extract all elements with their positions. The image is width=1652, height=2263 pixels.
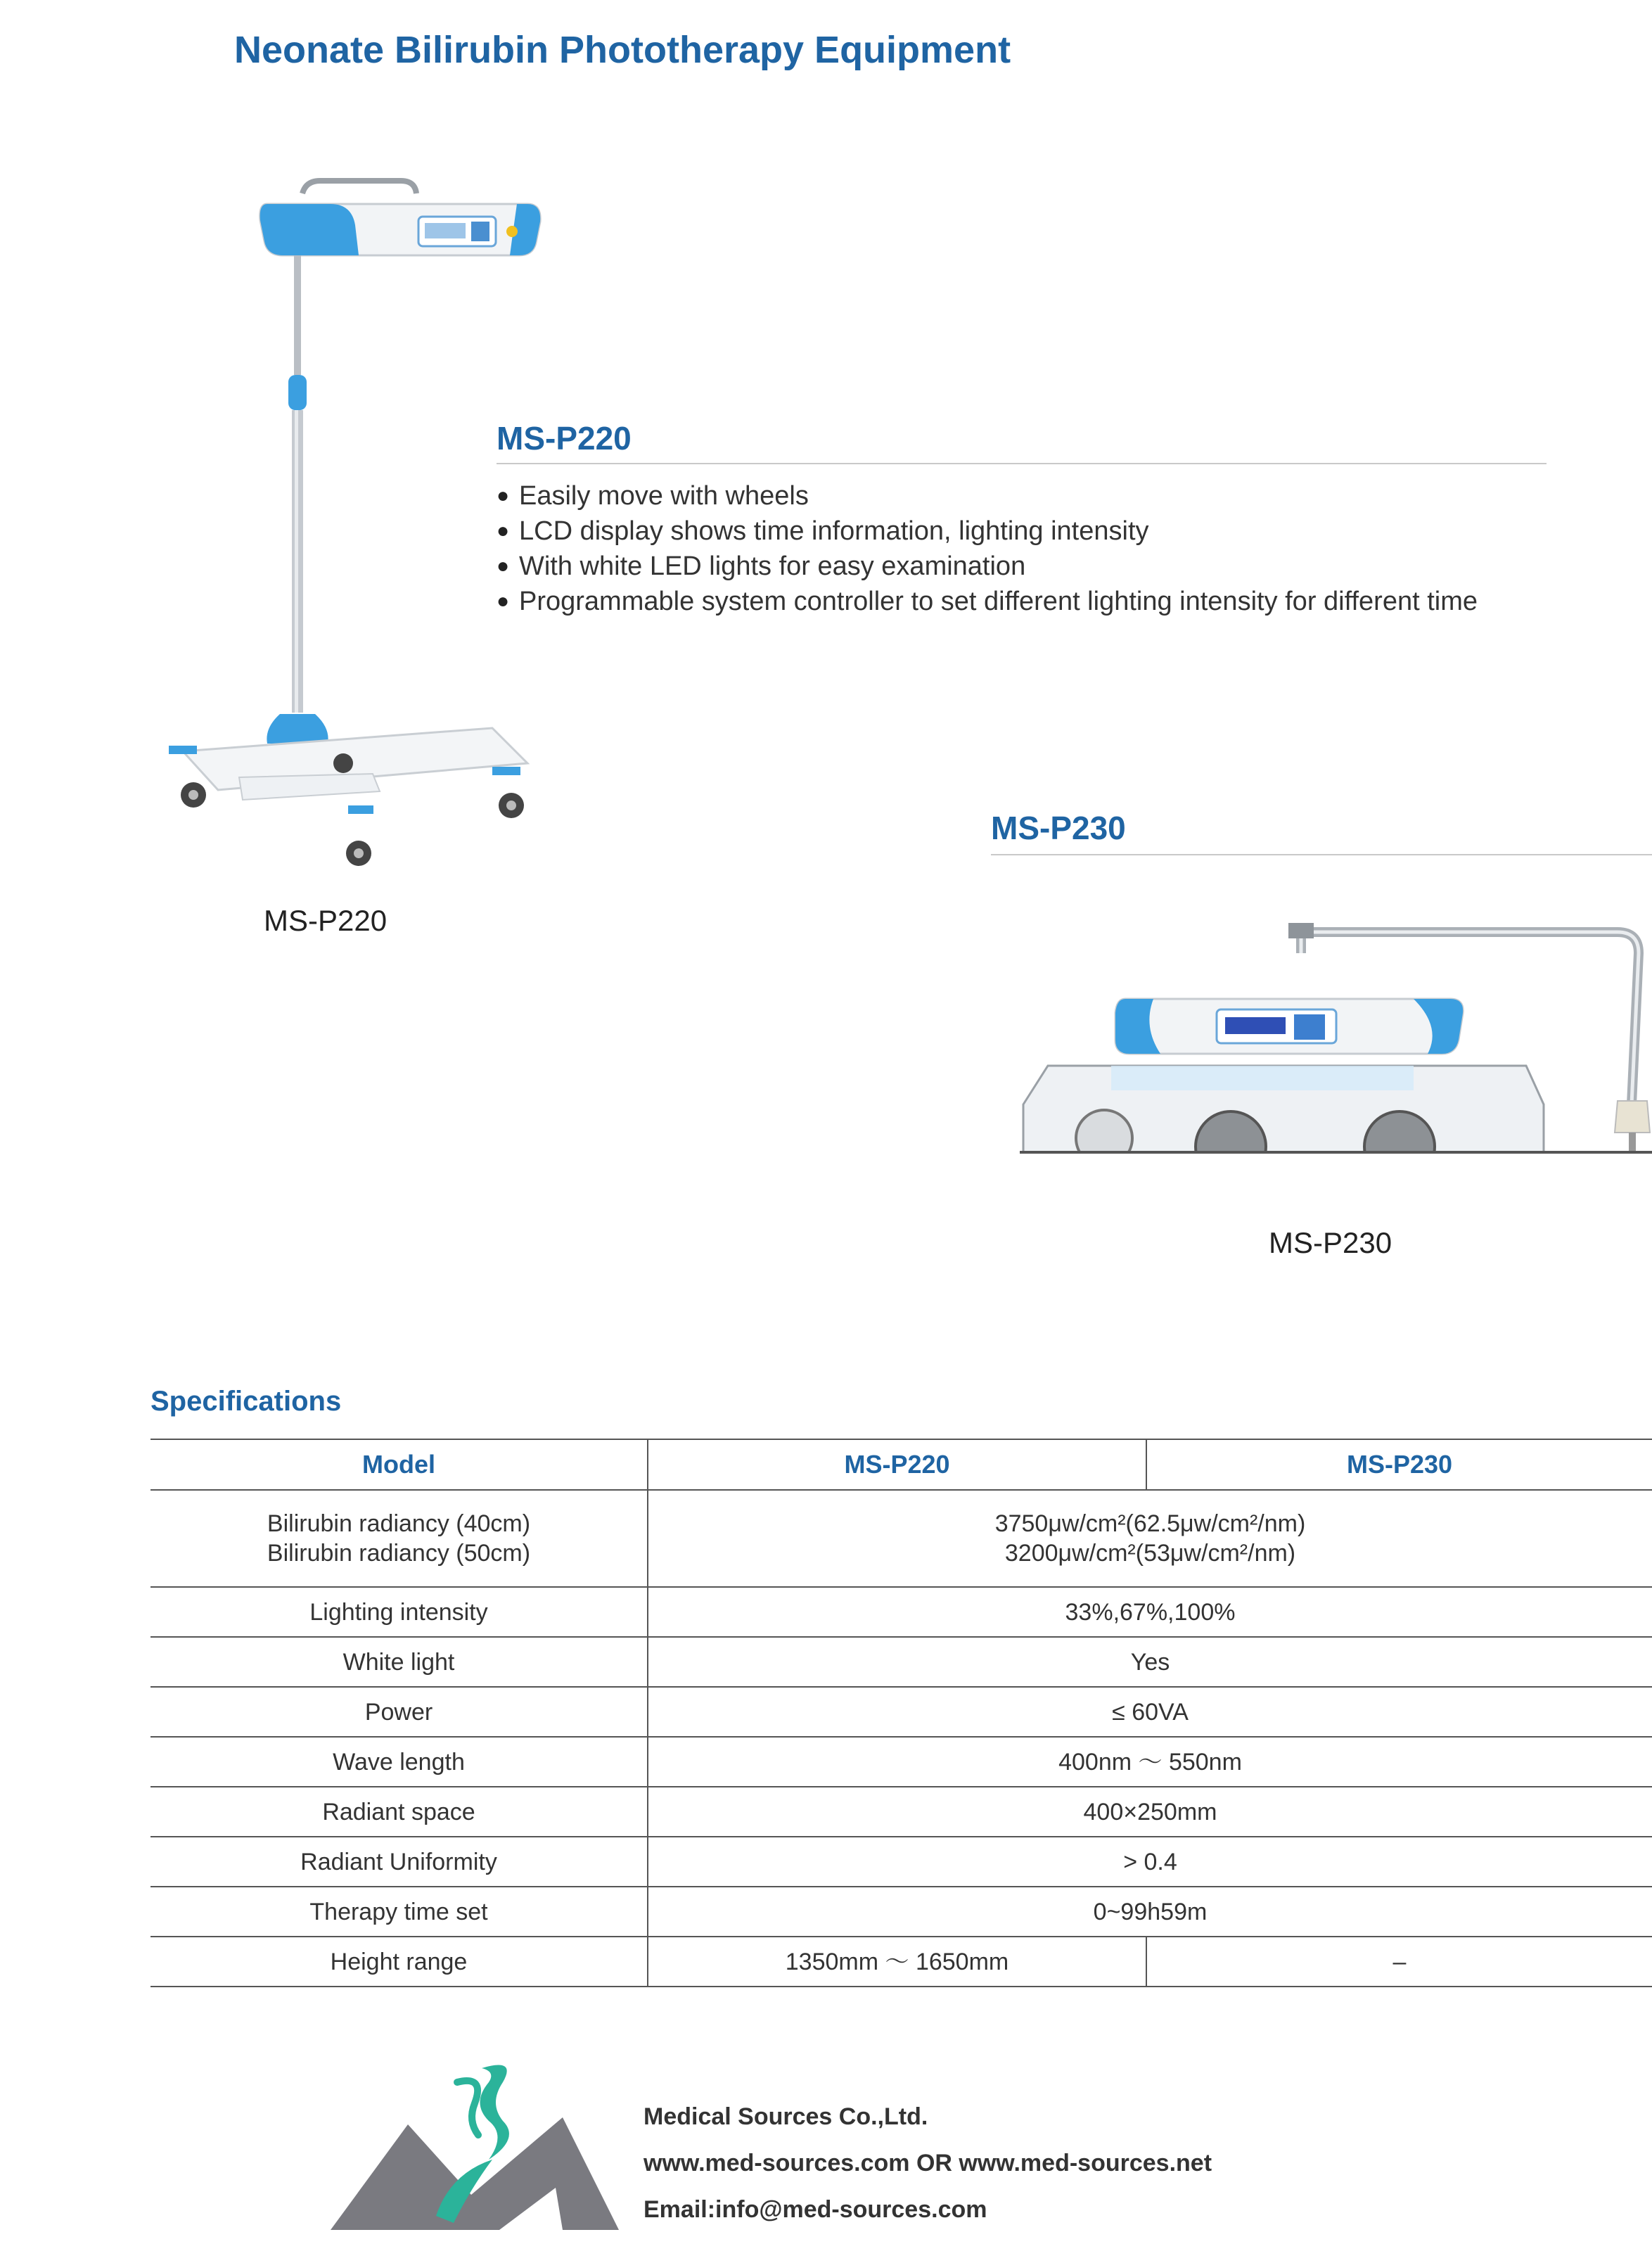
spec-value: 400×250mm	[648, 1787, 1652, 1837]
feature-item: ● Programmable system controller to set different lighting intensity for different time	[497, 584, 1478, 619]
spec-label: Lighting intensity	[151, 1587, 648, 1637]
ms-p230-caption: MS-P230	[1269, 1226, 1392, 1259]
column-header-model: Model	[151, 1439, 648, 1490]
spec-value: 400nm ～ 550nm	[648, 1737, 1652, 1787]
spec-label: Radiant Uniformity	[151, 1837, 648, 1887]
ms-p220-feature-list	[497, 478, 1478, 619]
table-row	[151, 1937, 1652, 1987]
column-header-ms-p230: MS-P230	[1146, 1439, 1652, 1490]
table-header-row	[151, 1439, 1652, 1490]
spec-value-ms-p230: –	[1146, 1937, 1652, 1987]
feature-item: ● With white LED lights for easy examination	[497, 549, 1478, 584]
spec-value-ms-p220: 1350mm ～ 1650mm	[648, 1937, 1146, 1987]
company-name: Medical Sources Co.,Ltd.	[643, 2103, 928, 2130]
specifications-title: Specifications	[151, 1386, 342, 1417]
spec-value: 0~99h59m	[648, 1887, 1652, 1937]
ms-p220-heading: MS-P220	[497, 420, 632, 457]
spec-value: 3750μw/cm²(62.5μw/cm²/nm) 3200μw/cm²(53μw/cm²/nm)	[648, 1490, 1652, 1587]
table-row	[151, 1787, 1652, 1837]
table-row	[151, 1687, 1652, 1737]
table-row	[151, 1587, 1652, 1637]
company-websites[interactable]: www.med-sources.com OR www.med-sources.net	[643, 2150, 1212, 2176]
spec-label: White light	[151, 1637, 648, 1687]
spec-value: 33%,67%,100%	[648, 1587, 1652, 1637]
spec-value: Yes	[648, 1637, 1652, 1687]
spec-value: ≤ 60VA	[648, 1687, 1652, 1737]
spec-label: Power	[151, 1687, 648, 1737]
bullet-icon: ●	[497, 519, 510, 542]
column-header-ms-p220: MS-P220	[648, 1439, 1146, 1490]
specifications-table	[151, 1439, 1652, 1987]
table-row	[151, 1887, 1652, 1937]
bullet-icon: ●	[497, 554, 510, 578]
spec-label: Height range	[151, 1937, 648, 1987]
feature-item: ● LCD display shows time information, lighting intensity	[497, 514, 1478, 549]
ms-p220-heading-rule	[497, 463, 1547, 464]
bullet-icon: ●	[497, 589, 510, 613]
ms-p230-heading: MS-P230	[991, 810, 1126, 846]
table-row	[151, 1837, 1652, 1887]
table-row	[151, 1737, 1652, 1787]
bullet-icon: ●	[497, 484, 510, 507]
page-title: Neonate Bilirubin Phototherapy Equipment	[234, 29, 1011, 71]
spec-label: Therapy time set	[151, 1887, 648, 1937]
spec-label: Wave length	[151, 1737, 648, 1787]
ms-p220-caption: MS-P220	[264, 904, 388, 937]
spec-label: Radiant space	[151, 1787, 648, 1837]
table-row	[151, 1490, 1652, 1587]
spec-label: Bilirubin radiancy (40cm) Bilirubin radiancy (50cm)	[151, 1490, 648, 1587]
ms-p230-heading-rule	[991, 854, 1652, 855]
ms-p230-device-image	[1020, 914, 1652, 1154]
table-row	[151, 1637, 1652, 1687]
company-email[interactable]: Email:info@med-sources.com	[643, 2196, 987, 2223]
spec-value: > 0.4	[648, 1837, 1652, 1887]
feature-item: ● Easily move with wheels	[497, 478, 1478, 514]
company-logo	[331, 2054, 619, 2230]
